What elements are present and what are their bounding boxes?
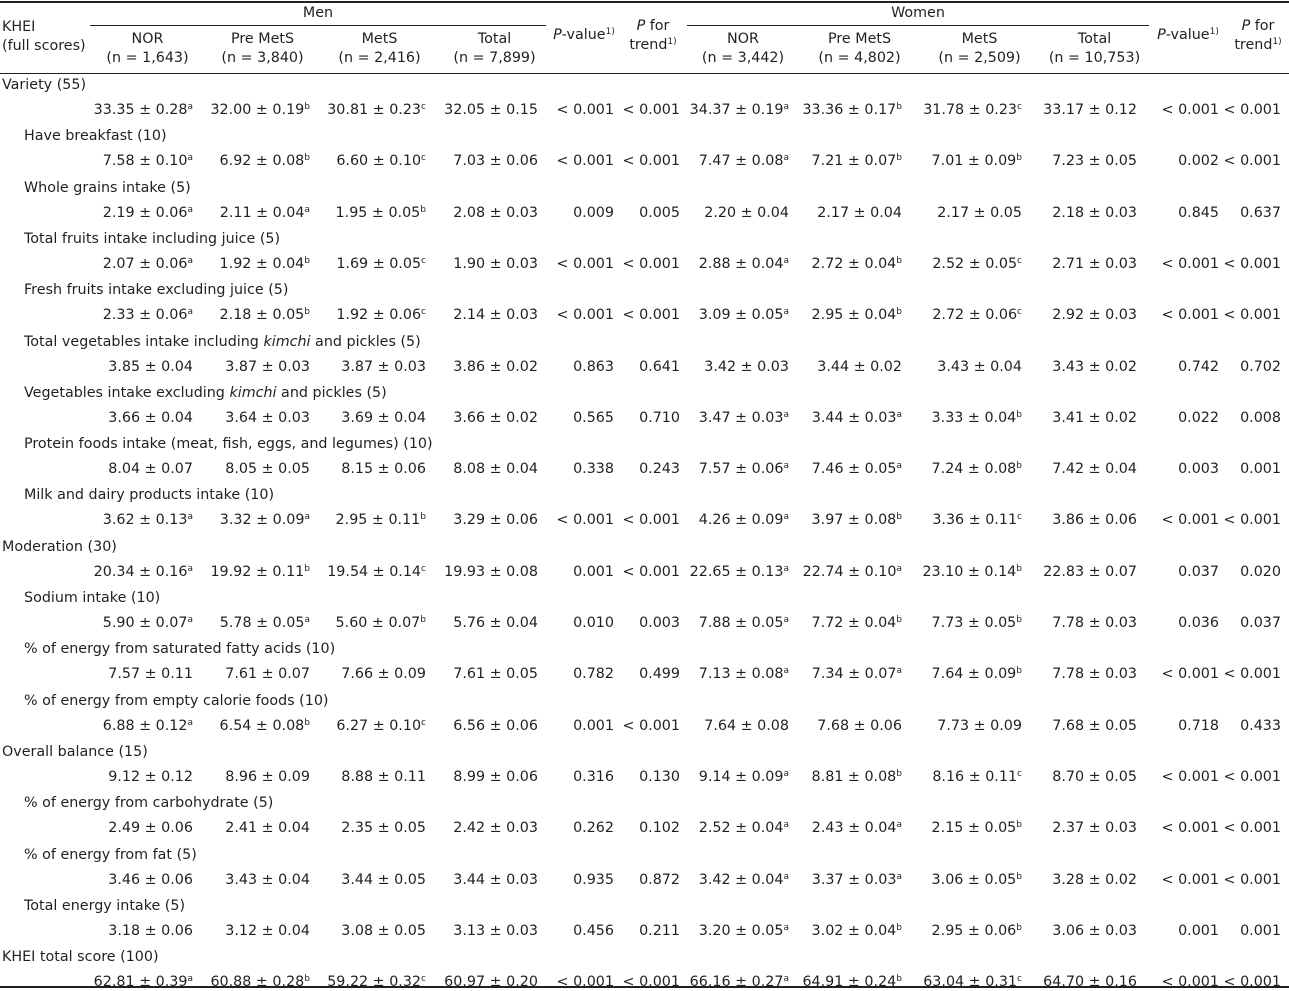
men-nor-cell: 2.19 ± 0.06$^a$ (102, 204, 193, 221)
men-total-cell: 19.93 ± 0.08 (444, 563, 538, 580)
women-ptrend-cell: < 0.001 (1223, 102, 1281, 118)
header-khei: KHEI (2, 19, 36, 35)
men-ptrend-cell: 0.710 (639, 409, 680, 426)
women-total-cell: 3.28 ± 0.02 (1052, 871, 1137, 888)
men-ptrend-cell: < 0.001 (622, 563, 680, 580)
women-ptrend-cell: < 0.001 (1223, 512, 1281, 529)
header-women-total: Total (1077, 31, 1112, 47)
men-nor-cell: 2.33 ± 0.06$^a$ (102, 307, 193, 324)
men-premets-cell: 3.87 ± 0.03 (225, 358, 310, 375)
men-mets-cell: 3.87 ± 0.03 (341, 358, 426, 375)
men-ptrend-cell: < 0.001 (622, 717, 680, 734)
header-full-scores: (full scores) (2, 38, 86, 54)
men-premets-cell: 5.78 ± 0.05$^a$ (219, 615, 310, 631)
women-pvalue-cell: < 0.001 (1161, 871, 1219, 888)
women-mets-cell: 2.15 ± 0.05$^b$ (931, 820, 1022, 837)
women-nor-cell: 3.20 ± 0.05$^a$ (698, 922, 789, 939)
header-men-ptrend: P for (636, 18, 670, 34)
women-ptrend-cell: 0.020 (1240, 563, 1281, 580)
men-total-cell: 3.86 ± 0.02 (453, 358, 538, 375)
men-nor-cell: 62.81 ± 0.39$^a$ (93, 974, 193, 991)
row-label: Fresh fruits intake excluding juice (5) (24, 282, 289, 299)
women-pvalue-cell: 0.718 (1178, 717, 1219, 734)
men-mets-cell: 30.81 ± 0.23$^c$ (327, 102, 426, 118)
row-label: Milk and dairy products intake (10) (24, 487, 275, 504)
row-label: Moderation (30) (2, 538, 117, 555)
men-pvalue-cell: < 0.001 (556, 974, 614, 991)
men-premets-cell: 8.05 ± 0.05 (225, 461, 310, 478)
men-mets-cell: 6.27 ± 0.10$^c$ (336, 717, 426, 734)
row-label: Whole grains intake (5) (24, 179, 191, 196)
women-total-cell: 7.68 ± 0.05 (1052, 717, 1137, 734)
women-mets-cell: 2.17 ± 0.05 (937, 204, 1022, 221)
men-pvalue-cell: < 0.001 (556, 512, 614, 529)
women-total-cell: 22.83 ± 0.07 (1043, 563, 1137, 580)
women-total-cell: 2.92 ± 0.03 (1052, 307, 1137, 324)
women-pvalue-cell: < 0.001 (1161, 307, 1219, 324)
row-label: % of energy from carbohydrate (5) (24, 795, 274, 812)
men-mets-cell: 2.95 ± 0.11$^b$ (335, 512, 426, 529)
men-pvalue-cell: 0.456 (573, 922, 614, 939)
men-mets-cell: 1.69 ± 0.05$^c$ (336, 255, 426, 272)
row-label: % of energy from saturated fatty acids (10) (24, 641, 336, 658)
men-premets-cell: 3.12 ± 0.04 (225, 922, 310, 939)
women-nor-cell: 66.16 ± 0.27$^a$ (689, 974, 789, 991)
women-total-cell: 7.42 ± 0.04 (1052, 461, 1137, 478)
women-group-rule (687, 25, 1149, 26)
men-nor-cell: 6.88 ± 0.12$^a$ (102, 717, 193, 734)
men-premets-cell: 6.54 ± 0.08$^b$ (219, 717, 310, 734)
women-mets-cell: 7.64 ± 0.09$^b$ (931, 666, 1022, 683)
header-men-ptrend-2: trend$^{1)}$ (629, 37, 677, 53)
men-ptrend-cell: 0.130 (639, 768, 680, 785)
men-ptrend-cell: < 0.001 (622, 307, 680, 324)
women-premets-cell: 3.02 ± 0.04$^b$ (811, 922, 902, 939)
header-men-total-n: (n = 7,899) (453, 50, 536, 66)
men-nor-cell: 7.58 ± 0.10$^a$ (102, 153, 193, 170)
women-ptrend-cell: < 0.001 (1223, 153, 1281, 170)
women-pvalue-cell: 0.022 (1178, 409, 1219, 426)
men-mets-cell: 8.88 ± 0.11 (341, 768, 426, 785)
men-ptrend-cell: 0.003 (639, 615, 680, 631)
men-pvalue-cell: < 0.001 (556, 153, 614, 170)
women-mets-cell: 7.73 ± 0.09 (937, 717, 1022, 734)
women-pvalue-cell: 0.742 (1178, 358, 1219, 375)
men-total-cell: 2.14 ± 0.03 (453, 307, 538, 324)
row-label: Total fruits intake including juice (5) (24, 230, 281, 247)
women-nor-cell: 3.09 ± 0.05$^a$ (698, 307, 789, 324)
men-premets-cell: 1.92 ± 0.04$^b$ (219, 255, 310, 272)
women-nor-cell: 7.88 ± 0.05$^a$ (698, 615, 789, 631)
men-ptrend-cell: 0.243 (639, 461, 680, 478)
men-ptrend-cell: 0.102 (639, 820, 680, 837)
row-label: Sodium intake (10) (24, 590, 161, 606)
women-pvalue-cell: 0.036 (1178, 615, 1219, 631)
men-total-cell: 8.99 ± 0.06 (453, 768, 538, 785)
women-mets-cell: 7.01 ± 0.09$^b$ (931, 153, 1022, 170)
women-nor-cell: 7.13 ± 0.08$^a$ (698, 666, 789, 683)
men-mets-cell: 3.44 ± 0.05 (341, 871, 426, 888)
men-ptrend-cell: < 0.001 (622, 255, 680, 272)
men-total-cell: 32.05 ± 0.15 (444, 102, 538, 118)
row-label: Total energy intake (5) (24, 897, 186, 914)
men-premets-cell: 3.43 ± 0.04 (225, 871, 310, 888)
women-nor-cell: 4.26 ± 0.09$^a$ (698, 512, 789, 529)
women-ptrend-cell: < 0.001 (1223, 820, 1281, 837)
header-men-pvalue: P-value$^{1)}$ (553, 27, 615, 43)
table-top-rule (0, 1, 1289, 3)
women-mets-cell: 3.43 ± 0.04 (937, 358, 1022, 375)
men-total-cell: 8.08 ± 0.04 (453, 461, 538, 478)
women-pvalue-cell: < 0.001 (1161, 102, 1219, 118)
women-nor-cell: 22.65 ± 0.13$^a$ (689, 563, 789, 580)
header-women-mets: MetS (961, 31, 998, 47)
men-nor-cell: 3.66 ± 0.04 (108, 409, 193, 426)
women-total-cell: 33.17 ± 0.12 (1043, 102, 1137, 118)
men-mets-cell: 3.69 ± 0.04 (341, 409, 426, 426)
women-mets-cell: 23.10 ± 0.14$^b$ (922, 563, 1022, 580)
men-total-cell: 7.03 ± 0.06 (453, 153, 538, 170)
women-pvalue-cell: 0.845 (1178, 204, 1219, 221)
women-premets-cell: 7.34 ± 0.07$^a$ (811, 666, 902, 683)
men-ptrend-cell: 0.499 (639, 666, 680, 683)
header-women-premets-n: (n = 4,802) (818, 50, 901, 66)
men-pvalue-cell: 0.338 (573, 461, 614, 478)
women-mets-cell: 7.24 ± 0.08$^b$ (931, 461, 1022, 478)
row-label: Overall balance (15) (2, 743, 148, 760)
men-premets-cell: 32.00 ± 0.19$^b$ (210, 102, 310, 118)
women-premets-cell: 7.68 ± 0.06 (817, 717, 902, 734)
men-ptrend-cell: 0.872 (639, 871, 680, 888)
women-total-cell: 3.41 ± 0.02 (1052, 409, 1137, 426)
header-women: Women (891, 5, 945, 21)
men-nor-cell: 2.49 ± 0.06 (108, 820, 193, 837)
men-total-cell: 6.56 ± 0.06 (453, 717, 538, 734)
women-mets-cell: 2.72 ± 0.06$^c$ (932, 307, 1022, 324)
women-premets-cell: 7.72 ± 0.04$^b$ (811, 615, 902, 631)
men-mets-cell: 5.60 ± 0.07$^b$ (335, 615, 426, 631)
women-pvalue-cell: < 0.001 (1161, 255, 1219, 272)
men-pvalue-cell: < 0.001 (556, 102, 614, 118)
women-nor-cell: 9.14 ± 0.09$^a$ (698, 768, 789, 785)
men-mets-cell: 3.08 ± 0.05 (341, 922, 426, 939)
row-label: % of energy from fat (5) (24, 846, 197, 863)
men-nor-cell: 3.18 ± 0.06 (108, 922, 193, 939)
header-women-ptrend-2: trend$^{1)}$ (1234, 37, 1282, 53)
women-mets-cell: 2.95 ± 0.06$^b$ (931, 922, 1022, 939)
women-premets-cell: 3.44 ± 0.03$^a$ (811, 409, 902, 426)
women-ptrend-cell: 0.702 (1240, 358, 1281, 375)
men-ptrend-cell: < 0.001 (622, 102, 680, 118)
header-women-ptrend: P for (1241, 18, 1275, 34)
men-total-cell: 3.13 ± 0.03 (453, 922, 538, 939)
women-ptrend-cell: < 0.001 (1223, 871, 1281, 888)
women-premets-cell: 2.43 ± 0.04$^a$ (811, 820, 902, 837)
women-mets-cell: 31.78 ± 0.23$^c$ (923, 102, 1022, 118)
row-label: % of energy from empty calorie foods (10) (24, 692, 329, 709)
header-men-total: Total (477, 31, 512, 47)
women-nor-cell: 7.47 ± 0.08$^a$ (698, 153, 789, 170)
women-ptrend-cell: < 0.001 (1223, 255, 1281, 272)
men-ptrend-cell: < 0.001 (622, 974, 680, 991)
men-premets-cell: 3.32 ± 0.09$^a$ (219, 512, 310, 529)
header-women-nor-n: (n = 3,442) (701, 50, 785, 66)
header-men-mets-n: (n = 2,416) (338, 50, 421, 66)
men-pvalue-cell: 0.262 (573, 820, 614, 837)
men-premets-cell: 8.96 ± 0.09 (225, 768, 310, 785)
header-women-mets-n: (n = 2,509) (938, 50, 1021, 66)
men-mets-cell: 7.66 ± 0.09 (341, 666, 426, 683)
women-premets-cell: 2.95 ± 0.04$^b$ (811, 307, 902, 324)
men-total-cell: 3.66 ± 0.02 (453, 409, 538, 426)
header-women-pvalue: P-value$^{1)}$ (1157, 27, 1219, 43)
women-nor-cell: 2.20 ± 0.04 (704, 204, 789, 221)
women-ptrend-cell: < 0.001 (1223, 666, 1281, 683)
women-nor-cell: 2.52 ± 0.04$^a$ (698, 820, 789, 837)
men-pvalue-cell: 0.316 (573, 768, 614, 785)
women-total-cell: 2.18 ± 0.03 (1052, 204, 1137, 221)
men-nor-cell: 8.04 ± 0.07 (108, 461, 193, 478)
women-total-cell: 8.70 ± 0.05 (1052, 768, 1137, 785)
women-pvalue-cell: < 0.001 (1161, 820, 1219, 837)
women-nor-cell: 3.42 ± 0.03 (704, 358, 789, 375)
women-premets-cell: 3.44 ± 0.02 (817, 358, 902, 375)
header-men-premets: Pre MetS (230, 31, 295, 47)
header-men-nor: NOR (131, 31, 164, 47)
men-premets-cell: 19.92 ± 0.11$^b$ (210, 563, 310, 580)
men-ptrend-cell: < 0.001 (622, 512, 680, 529)
men-pvalue-cell: < 0.001 (556, 307, 614, 324)
women-pvalue-cell: 0.037 (1178, 563, 1219, 580)
men-premets-cell: 6.92 ± 0.08$^b$ (219, 153, 310, 170)
women-nor-cell: 34.37 ± 0.19$^a$ (689, 102, 789, 118)
men-mets-cell: 1.92 ± 0.06$^c$ (336, 307, 426, 324)
women-total-cell: 64.70 ± 0.16 (1043, 974, 1137, 991)
men-nor-cell: 7.57 ± 0.11 (108, 666, 193, 683)
women-ptrend-cell: 0.037 (1240, 615, 1281, 631)
women-premets-cell: 3.37 ± 0.03$^a$ (811, 871, 902, 888)
men-nor-cell: 33.35 ± 0.28$^a$ (93, 102, 193, 118)
women-pvalue-cell: < 0.001 (1161, 666, 1219, 683)
men-premets-cell: 60.88 ± 0.28$^b$ (210, 974, 310, 991)
men-total-cell: 3.29 ± 0.06 (453, 512, 538, 529)
women-premets-cell: 7.46 ± 0.05$^a$ (811, 461, 902, 478)
men-total-cell: 1.90 ± 0.03 (453, 255, 538, 272)
row-label: KHEI total score (100) (2, 949, 159, 966)
women-premets-cell: 33.36 ± 0.17$^b$ (802, 102, 902, 118)
men-pvalue-cell: 0.010 (573, 615, 614, 631)
men-pvalue-cell: 0.935 (573, 871, 614, 888)
header-men: Men (302, 5, 334, 21)
women-ptrend-cell: 0.001 (1240, 922, 1281, 939)
men-total-cell: 3.44 ± 0.03 (453, 871, 538, 888)
women-total-cell: 3.06 ± 0.03 (1052, 922, 1137, 939)
women-mets-cell: 3.33 ± 0.04$^b$ (931, 409, 1022, 426)
men-pvalue-cell: 0.001 (573, 563, 614, 580)
men-premets-cell: 2.41 ± 0.04 (225, 820, 310, 837)
women-premets-cell: 2.17 ± 0.04 (817, 204, 902, 221)
women-premets-cell: 8.81 ± 0.08$^b$ (811, 768, 902, 785)
men-total-cell: 60.97 ± 0.20 (444, 974, 538, 991)
men-premets-cell: 3.64 ± 0.03 (225, 409, 310, 426)
women-premets-cell: 64.91 ± 0.24$^b$ (802, 974, 902, 991)
women-pvalue-cell: < 0.001 (1161, 974, 1219, 991)
row-label: Variety (55) (2, 77, 87, 93)
men-pvalue-cell: 0.565 (573, 409, 614, 426)
men-ptrend-cell: < 0.001 (622, 153, 680, 170)
women-total-cell: 7.78 ± 0.03 (1052, 666, 1137, 683)
women-mets-cell: 7.73 ± 0.05$^b$ (931, 615, 1022, 631)
header-bottom-rule (0, 73, 1289, 74)
header-women-total-n: (n = 10,753) (1048, 50, 1141, 66)
men-ptrend-cell: 0.641 (639, 358, 680, 375)
men-nor-cell: 20.34 ± 0.16$^a$ (93, 563, 193, 580)
women-ptrend-cell: < 0.001 (1223, 307, 1281, 324)
women-ptrend-cell: 0.637 (1240, 204, 1281, 221)
men-total-cell: 5.76 ± 0.04 (453, 615, 538, 631)
header-women-premets: Pre MetS (827, 31, 892, 47)
men-mets-cell: 19.54 ± 0.14$^c$ (327, 563, 426, 580)
men-ptrend-cell: 0.005 (639, 204, 680, 221)
men-mets-cell: 2.35 ± 0.05 (341, 820, 426, 837)
women-mets-cell: 63.04 ± 0.31$^c$ (923, 974, 1022, 991)
women-pvalue-cell: < 0.001 (1161, 768, 1219, 785)
men-total-cell: 2.08 ± 0.03 (453, 204, 538, 221)
men-total-cell: 2.42 ± 0.03 (453, 820, 538, 837)
row-label: Protein foods intake (meat, fish, eggs, and legumes) (10) (24, 436, 433, 453)
men-pvalue-cell: 0.863 (573, 358, 614, 375)
men-group-rule (90, 25, 546, 26)
men-pvalue-cell: 0.782 (573, 666, 614, 683)
men-premets-cell: 7.61 ± 0.07 (225, 666, 310, 683)
men-mets-cell: 59.22 ± 0.32$^c$ (327, 974, 426, 991)
women-mets-cell: 3.06 ± 0.05$^b$ (931, 871, 1022, 888)
row-label: Total vegetables intake including kimchi and pickles (5) (24, 333, 421, 350)
women-pvalue-cell: 0.001 (1178, 922, 1219, 939)
men-mets-cell: 8.15 ± 0.06 (341, 461, 426, 478)
header-men-nor-n: (n = 1,643) (106, 50, 189, 66)
women-nor-cell: 3.42 ± 0.04$^a$ (698, 871, 789, 888)
women-premets-cell: 7.21 ± 0.07$^b$ (811, 153, 902, 170)
header-women-nor: NOR (727, 31, 759, 47)
women-premets-cell: 22.74 ± 0.10$^a$ (802, 563, 902, 580)
header-men-premets-n: (n = 3,840) (221, 50, 304, 66)
women-mets-cell: 3.36 ± 0.11$^c$ (932, 512, 1022, 529)
men-pvalue-cell: < 0.001 (556, 255, 614, 272)
women-total-cell: 2.37 ± 0.03 (1052, 820, 1137, 837)
women-pvalue-cell: < 0.001 (1161, 512, 1219, 529)
men-mets-cell: 6.60 ± 0.10$^c$ (336, 153, 426, 170)
women-premets-cell: 3.97 ± 0.08$^b$ (811, 512, 902, 529)
men-nor-cell: 3.46 ± 0.06 (108, 871, 193, 888)
women-total-cell: 2.71 ± 0.03 (1052, 255, 1137, 272)
men-ptrend-cell: 0.211 (639, 922, 680, 939)
men-premets-cell: 2.11 ± 0.04$^a$ (219, 204, 310, 221)
women-ptrend-cell: < 0.001 (1223, 974, 1281, 991)
row-label: Have breakfast (10) (24, 128, 167, 145)
women-premets-cell: 2.72 ± 0.04$^b$ (811, 255, 902, 272)
men-nor-cell: 5.90 ± 0.07$^a$ (102, 615, 193, 631)
women-pvalue-cell: 0.003 (1178, 461, 1219, 478)
women-total-cell: 7.23 ± 0.05 (1052, 153, 1137, 170)
men-mets-cell: 1.95 ± 0.05$^b$ (335, 204, 426, 221)
men-pvalue-cell: 0.009 (573, 204, 614, 221)
men-nor-cell: 9.12 ± 0.12 (108, 768, 193, 785)
women-nor-cell: 7.57 ± 0.06$^a$ (698, 461, 789, 478)
women-nor-cell: 2.88 ± 0.04$^a$ (698, 255, 789, 272)
women-total-cell: 3.86 ± 0.06 (1052, 512, 1137, 529)
women-ptrend-cell: 0.008 (1240, 409, 1281, 426)
women-pvalue-cell: 0.002 (1178, 153, 1219, 170)
men-nor-cell: 3.85 ± 0.04 (108, 358, 193, 375)
men-pvalue-cell: 0.001 (573, 717, 614, 734)
women-mets-cell: 8.16 ± 0.11$^c$ (932, 768, 1022, 785)
header-men-mets: MetS (361, 31, 398, 47)
women-total-cell: 7.78 ± 0.03 (1052, 615, 1137, 631)
men-premets-cell: 2.18 ± 0.05$^b$ (219, 307, 310, 324)
women-nor-cell: 7.64 ± 0.08 (704, 717, 789, 734)
women-ptrend-cell: 0.001 (1240, 461, 1281, 478)
men-nor-cell: 2.07 ± 0.06$^a$ (102, 255, 193, 272)
men-total-cell: 7.61 ± 0.05 (453, 666, 538, 683)
women-ptrend-cell: < 0.001 (1223, 768, 1281, 785)
women-ptrend-cell: 0.433 (1240, 717, 1281, 734)
women-total-cell: 3.43 ± 0.02 (1052, 358, 1137, 375)
row-label: Vegetables intake excluding kimchi and pickles (5) (24, 384, 387, 401)
men-nor-cell: 3.62 ± 0.13$^a$ (102, 512, 193, 529)
women-mets-cell: 2.52 ± 0.05$^c$ (932, 255, 1022, 272)
women-nor-cell: 3.47 ± 0.03$^a$ (698, 409, 789, 426)
